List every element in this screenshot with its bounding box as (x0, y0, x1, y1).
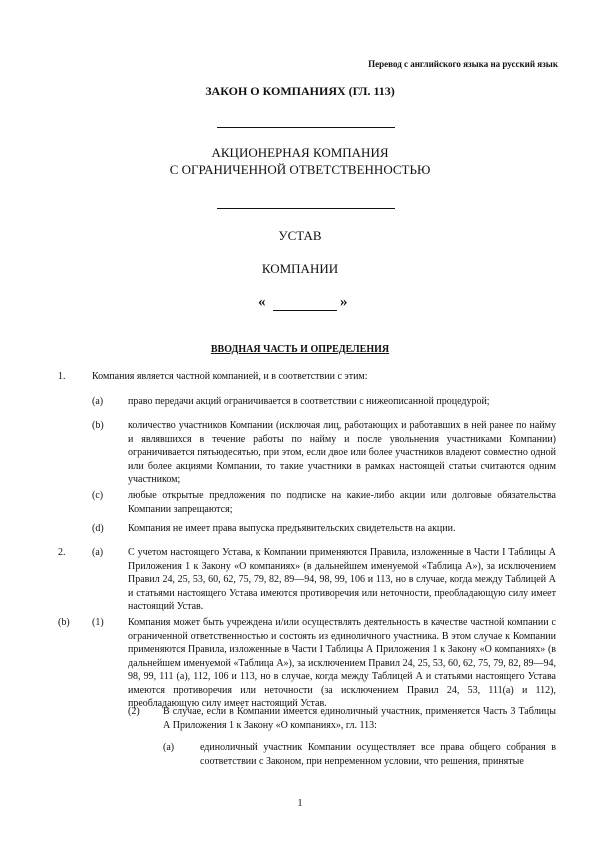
translation-note: Перевод с английского языка на русский язык (368, 59, 558, 69)
divider-top (217, 127, 395, 128)
subclause-1d-text: Компания не имеет права выпуска предъявительских свидетельств на акции. (128, 523, 456, 534)
section-heading: ВВОДНАЯ ЧАСТЬ И ОПРЕДЕЛЕНИЯ (210, 344, 390, 355)
clause-b2-number: (2) (128, 706, 140, 717)
clause-number-1: 1. (58, 371, 66, 382)
page-number: 1 (297, 798, 303, 809)
clause-number-2: 2. (58, 547, 66, 558)
clause-b2a-number: (a) (163, 742, 175, 753)
clause-b-number: (b) (58, 617, 70, 628)
clause-b2a-text: единоличный участник Компании осуществляет все права общего собрания в соответствии с Законом, при непременном условии, что решения, принятые (200, 742, 556, 767)
close-quote: » (340, 294, 348, 310)
company-type-line2: С ОГРАНИЧЕННОЙ ОТВЕТСТВЕННОСТЬЮ (169, 162, 431, 177)
subclause-1d-number: (d) (92, 523, 104, 534)
clause-b2-text: В случае, если в Компании имеется единоличный участник, применяется Часть 3 Таблицы А Приложения 1 к Закону «О компаниях», гл. 113: (163, 706, 556, 731)
company-title: КОМПАНИИ (261, 261, 339, 276)
name-blank-line (273, 310, 337, 311)
clause-1-text: Компания является частной компанией, и в соответствии с этим: (92, 371, 368, 382)
company-name-placeholder (258, 294, 354, 316)
law-title: ЗАКОН О КОМПАНИЯХ (ГЛ. 113) (205, 84, 395, 98)
subclause-1c-text: любые открытые предложения по подписке на какие-либо акции или долговые обязательства Компании запрещаются; (128, 490, 556, 515)
subclause-1b-text: количество участников Компании (исключая лиц, работающих и работавших в ней ранее по найму и являвшихся в течение работы по найму и после увольнения участниками Компании) ограничивается пятьюдесятью, при этом, если двое или более участников владеют совместно одной или более акциями Компании, то такие участники в рамках настоящей статьи считаются одним участником; (128, 420, 556, 485)
charter-title: УСТАВ (278, 228, 322, 243)
clause-2a-text: С учетом настоящего Устава, к Компании применяются Правила, изложенные в Части I Таблицы А Приложения 1 к Закону «О компаниях» (в дальнейшем именуемой «Таблица А»), за исключением Правил 24, 25, 53, 60, 62, 75, 79, 82, 89—94, 98, 99, 106 и 113, но в случае, когда между Таблицей А и статьями настоящего Устава имеются противоречия или неточности, преобладающую силу имеет настоящий Устав. (128, 547, 556, 612)
subclause-1a-text: право передачи акций ограничивается в соответствии с нижеописанной процедурой; (128, 396, 490, 407)
company-type-line1: АКЦИОНЕРНАЯ КОМПАНИЯ (211, 145, 389, 160)
clause-b1-text: Компания может быть учреждена и/или осуществлять деятельность в качестве частной компании с ограниченной ответственностью и состоять из единоличного участника. В этом случае к Компании применяются Правила, изложенные в Части I Таблицы А Приложения 1 к Закону «О компаниях» (в дальнейшем именуемой «Таблица А»), за исключением Правил 24, 25, 53, 60, 62, 75, 79, 82, 89—94, 98, 99, 111 (a), 112, 106 и 113, но в случае, когда между Таблицей А и статьями настоящего Устава имеются противоречия или неточности (за исключением Правил 24, 53, 111(a) и 112), преобладающую силу имеет настоящий Устав. (128, 617, 556, 709)
subclause-1c-number: (c) (92, 490, 104, 501)
open-quote: « (258, 294, 266, 310)
subclause-1a-number: (a) (92, 396, 104, 407)
subclause-1b-number: (b) (92, 420, 104, 431)
clause-2a-number: (a) (92, 547, 104, 558)
divider-middle (217, 208, 395, 209)
clause-b1-number: (1) (92, 617, 104, 628)
